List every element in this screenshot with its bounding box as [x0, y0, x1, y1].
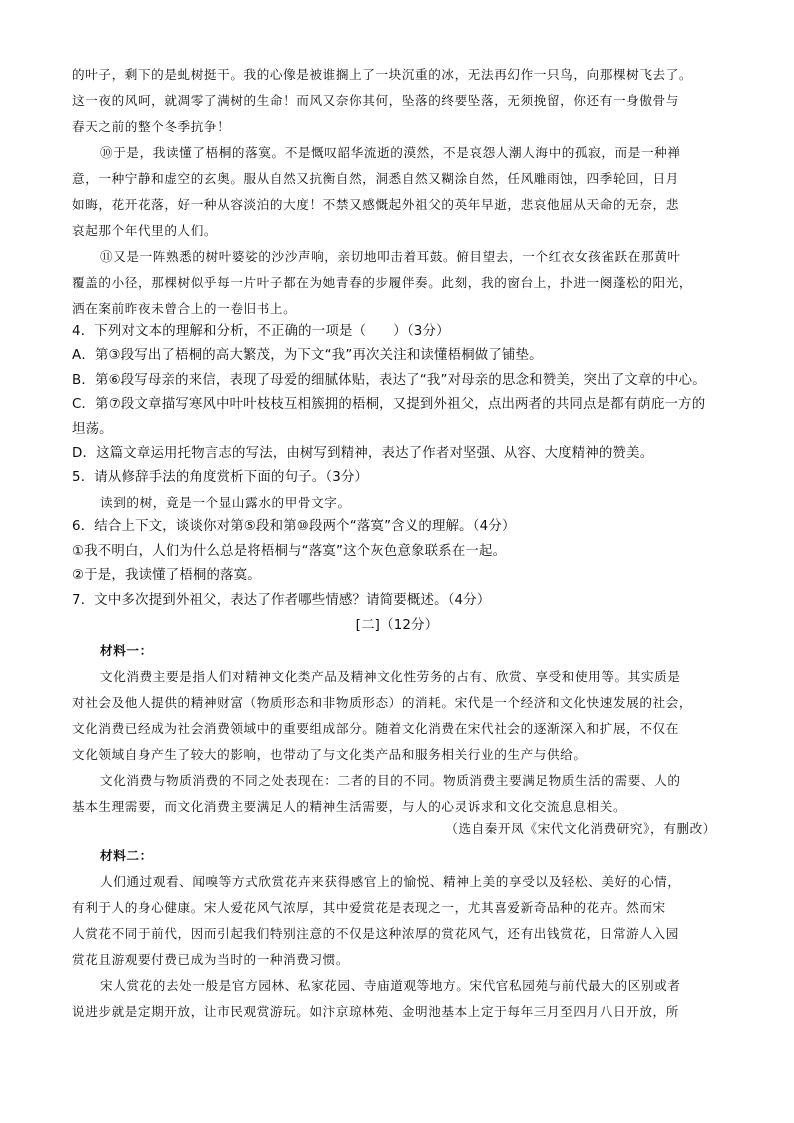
q4-option-b: B．第⑥段写母亲的来信，表现了母爱的细腻体贴，表达了“我”对母亲的思念和赞美，突出了文章的中心。 [72, 373, 706, 388]
question-6: 6．结合上下文，谈谈你对第⑤段和第⑩段两个“落寞”含义的理解。（4分） [72, 519, 516, 534]
text-line: 赏花且游观要付费已成为当时的一种消费习惯。 [72, 952, 350, 967]
question-7: 7．文中多次提到外祖父，表达了作者哪些情感？请简要概述。（4分） [72, 593, 491, 608]
q4-option-c-cont: 坦荡。 [72, 422, 113, 437]
source-citation: （选自秦开凤《宋代文化消费研究》，有删改） [445, 821, 716, 836]
question-5: 5．请从修辞手法的角度赏析下面的句子。（3分） [72, 470, 369, 485]
q4-option-a: A．第③段写出了梧桐的高大繁茂，为下文“我”再次关注和读懂梧桐做了铺垫。 [72, 348, 543, 363]
text-line: 文化领域自身产生了较大的影响，也带动了与文化类产品和服务相关行业的生产与供给。 [72, 747, 587, 762]
text-line: 这一夜的风呵，就凋零了满树的生命！而风又奈你其何，坠落的终要坠落，无须挽留，你还有一身傲骨与 [72, 93, 679, 108]
q6-sentence-1: ①我不明白，人们为什么总是将梧桐与“落寞”这个灰色意象联系在一起。 [72, 544, 507, 559]
q6-sentence-2: ②于是，我读懂了梧桐的落寞。 [72, 568, 261, 583]
text-line: 对社会及他人提供的精神财富（物质形态和非物质形态）的消耗。宋代是一个经济和文化快速发展的社会， [72, 695, 693, 710]
q4-option-c: C．第⑦段文章描写寒风中叶叶枝枝互相簇拥的梧桐，又提到外祖父，点出两者的共同点是都有荫庇一方的 [72, 397, 706, 412]
section-heading: [二]（12分） [355, 618, 439, 633]
text-line: 春天之前的整个冬季抗争！ [72, 119, 231, 134]
text-line: 的叶子，剩下的是虬树挺干。我的心像是被谁搁上了一块沉重的冰，无法再幻作一只鸟，向那棵树飞去了。 [72, 67, 693, 82]
q4-option-d: D．这篇文章运用托物言志的写法，由树写到精神，表达了作者对坚强、从容、大度精神的赞美。 [72, 446, 654, 461]
q5-sentence: 读到的树，竟是一个显山露水的甲骨文字。 [100, 495, 351, 510]
text-line: 覆盖的小径，那棵树似乎每一片叶子都在为她青春的步履伴奏。此刻，我的窗台上，扑进一阕蓬松的阳光， [72, 275, 693, 290]
text-line: 哀起那个年代里的人们。 [72, 223, 218, 238]
text-line: 有利于人的身心健康。宋人爱花风气浓厚，其中爱赏花是表现之一，尤其喜爱新奇品种的花卉。然而宋 [72, 900, 666, 915]
text-line: ⑪又是一阵熟悉的树叶婆娑的沙沙声响，亲切地叩击着耳鼓。俯目望去，一个红衣女孩雀跃在那黄叶 [100, 249, 681, 264]
text-line: 人赏花不同于前代，因而引起我们特别注意的不仅是这种浓厚的赏花风气，还有出钱赏花，日常游人入园 [72, 926, 679, 941]
text-line: 宋人赏花的去处一般是官方园林、私家花园、寺庙道观等地方。宋代官私园苑与前代最大的区别或者 [100, 978, 681, 993]
material-two-label: 材料二： [100, 848, 153, 863]
text-line: 基本生理需要，而文化消费主要满足人的精神生活需要，与人的心灵诉求和文化交流息息相关。 [72, 799, 627, 814]
text-line: 文化消费主要是指人们对精神文化类产品及精神文化性劳务的占有、欣赏、享受和使用等。其实质是 [100, 669, 681, 684]
text-line: 如晦，花开花落，好一种从容淡泊的大度！不禁又感慨起外祖父的英年早逝，悲哀他屈从天命的无奈，悲 [72, 197, 679, 212]
question-4: 4．下列对文本的理解和分析，不正确的一项是（ ）（3分） [72, 324, 450, 339]
text-line: 说进步就是定期开放，让市民观赏游玩。如汴京琼林苑、金明池基本上定于每年三月至四月八日开放，所 [72, 1004, 679, 1019]
text-line: 意，一种宁静和虚空的玄奥。服从自然又抗衡自然，洞悉自然又糊涂自然，任风雕雨蚀，四季轮回，日月 [72, 171, 679, 186]
material-one-label: 材料一： [100, 643, 153, 658]
text-line: 洒在案前昨夜未曾合上的一卷旧书上。 [72, 301, 297, 316]
text-line: 人们通过观看、闻嗅等方式欣赏花卉来获得感官上的愉悦、精神上美的享受以及轻松、美好的心情， [100, 874, 681, 889]
text-line: 文化消费与物质消费的不同之处表现在：二者的目的不同。物质消费主要满足物质生活的需要、人的 [100, 773, 681, 788]
text-line: ⑩于是，我读懂了梧桐的落寞。不是慨叹韶华流逝的漠然，不是哀怨人潮人海中的孤寂，而是一种禅 [100, 145, 681, 160]
text-line: 文化消费已经成为社会消费领域中的重要组成部分。随着文化消费在宋代社会的逐渐深入和扩展，不仅在 [72, 721, 679, 736]
